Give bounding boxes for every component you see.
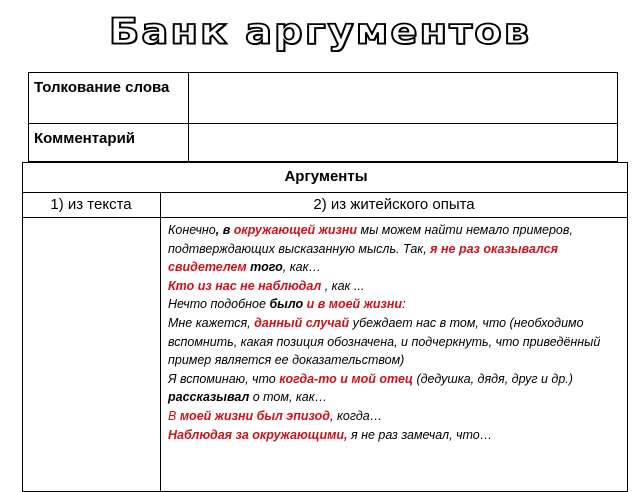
phrase-7: Наблюдая за окружающими, я не раз замечал, что…	[168, 427, 493, 442]
column-header-life: 2) из житейского опыта	[313, 196, 475, 213]
phrase-2: Кто из нас не наблюдал , как ...	[168, 278, 365, 293]
arguments-header: Аргументы	[284, 168, 368, 185]
comment-label: Комментарий	[34, 130, 136, 147]
page-title: Банк аргументов	[108, 11, 532, 53]
phrase-4: Мне кажется, данный случай убеждает нас в том, что (необходимо вспомнить, какая позиция обозначена, и подчеркнуть, что приведённый пример является ее доказательством)	[168, 315, 601, 368]
phrase-1: Конечно, в окружающей жизни мы можем найти немало примеров, подтверждающих высказанную мысль. Так, я не раз оказывался свидетелем того, как…	[168, 223, 573, 275]
phrase-3: Нечто подобное было и в моей жизни:	[168, 297, 406, 312]
phrase-5: Я вспоминаю, что когда-то и мой отец (дедушка, дядя, друг и др.) рассказывал о том, как…	[168, 371, 573, 405]
comment-value[interactable]	[190, 124, 617, 161]
phrase-6: В моей жизни был эпизод, когда…	[168, 408, 383, 423]
column-header-text: 1) из текста	[50, 196, 132, 213]
interpretation-label: Толкование слова	[34, 79, 170, 96]
text-argument-cell[interactable]	[23, 218, 159, 480]
life-experience-phrases	[168, 221, 618, 444]
interpretation-value[interactable]	[190, 73, 617, 122]
definition-divider	[188, 72, 189, 162]
column-divider	[160, 192, 161, 492]
